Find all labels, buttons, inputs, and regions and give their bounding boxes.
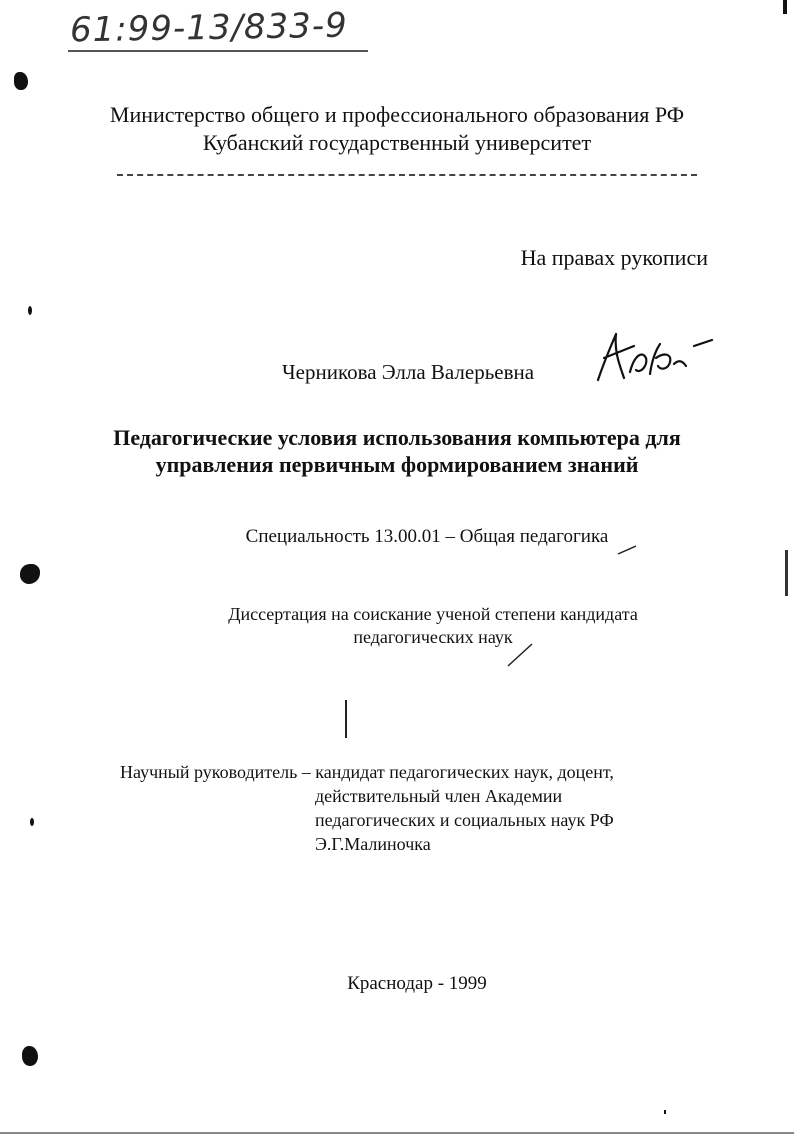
supervisor-name: Э.Г.Малиночка (315, 834, 431, 854)
rights-note: На правах рукописи (520, 245, 708, 270)
pen-stroke (500, 640, 540, 670)
supervisor-line: педагогических и социальных наук РФ (315, 810, 614, 830)
title-line: Педагогические условия использования компьютера для (113, 425, 681, 450)
scan-speck (20, 564, 40, 584)
author-name: Черникова Элла Валерьевна (282, 360, 535, 384)
university-name: Кубанский государственный университет (202, 130, 592, 155)
title-line: управления первичным формированием знаний (155, 452, 639, 477)
place-year: Краснодар - 1999 (347, 973, 487, 994)
scan-speck (783, 0, 787, 14)
supervisor-line: действительный член Академии (315, 786, 563, 806)
scan-speck (14, 72, 28, 90)
archive-stamp: 61:99-13/833-9 (69, 5, 349, 51)
scan-speck (664, 1110, 666, 1114)
scan-speck (30, 818, 34, 826)
pen-stroke (345, 700, 347, 738)
specialty: Специальность 13.00.01 – Общая педагогика (245, 526, 609, 547)
scan-edge (0, 1132, 794, 1134)
author-signature (590, 322, 720, 392)
supervisor-line: Научный руководитель – кандидат педагогических наук, доцент, (120, 762, 614, 782)
supervisor-block (120, 760, 614, 856)
pen-stroke (612, 540, 642, 560)
degree-line: Диссертация на соискание ученой степени кандидата (228, 604, 638, 624)
header-divider (117, 174, 697, 176)
degree-line: педагогических наук (353, 627, 513, 647)
scan-speck (22, 1046, 38, 1066)
degree-statement (36, 603, 794, 649)
dissertation-title (0, 424, 794, 478)
scan-speck (28, 306, 32, 315)
institution-header (0, 101, 794, 157)
ministry-name: Министерство общего и профессионального образования РФ (109, 102, 685, 127)
scan-edge (785, 550, 788, 596)
stamp-underline (68, 50, 368, 52)
